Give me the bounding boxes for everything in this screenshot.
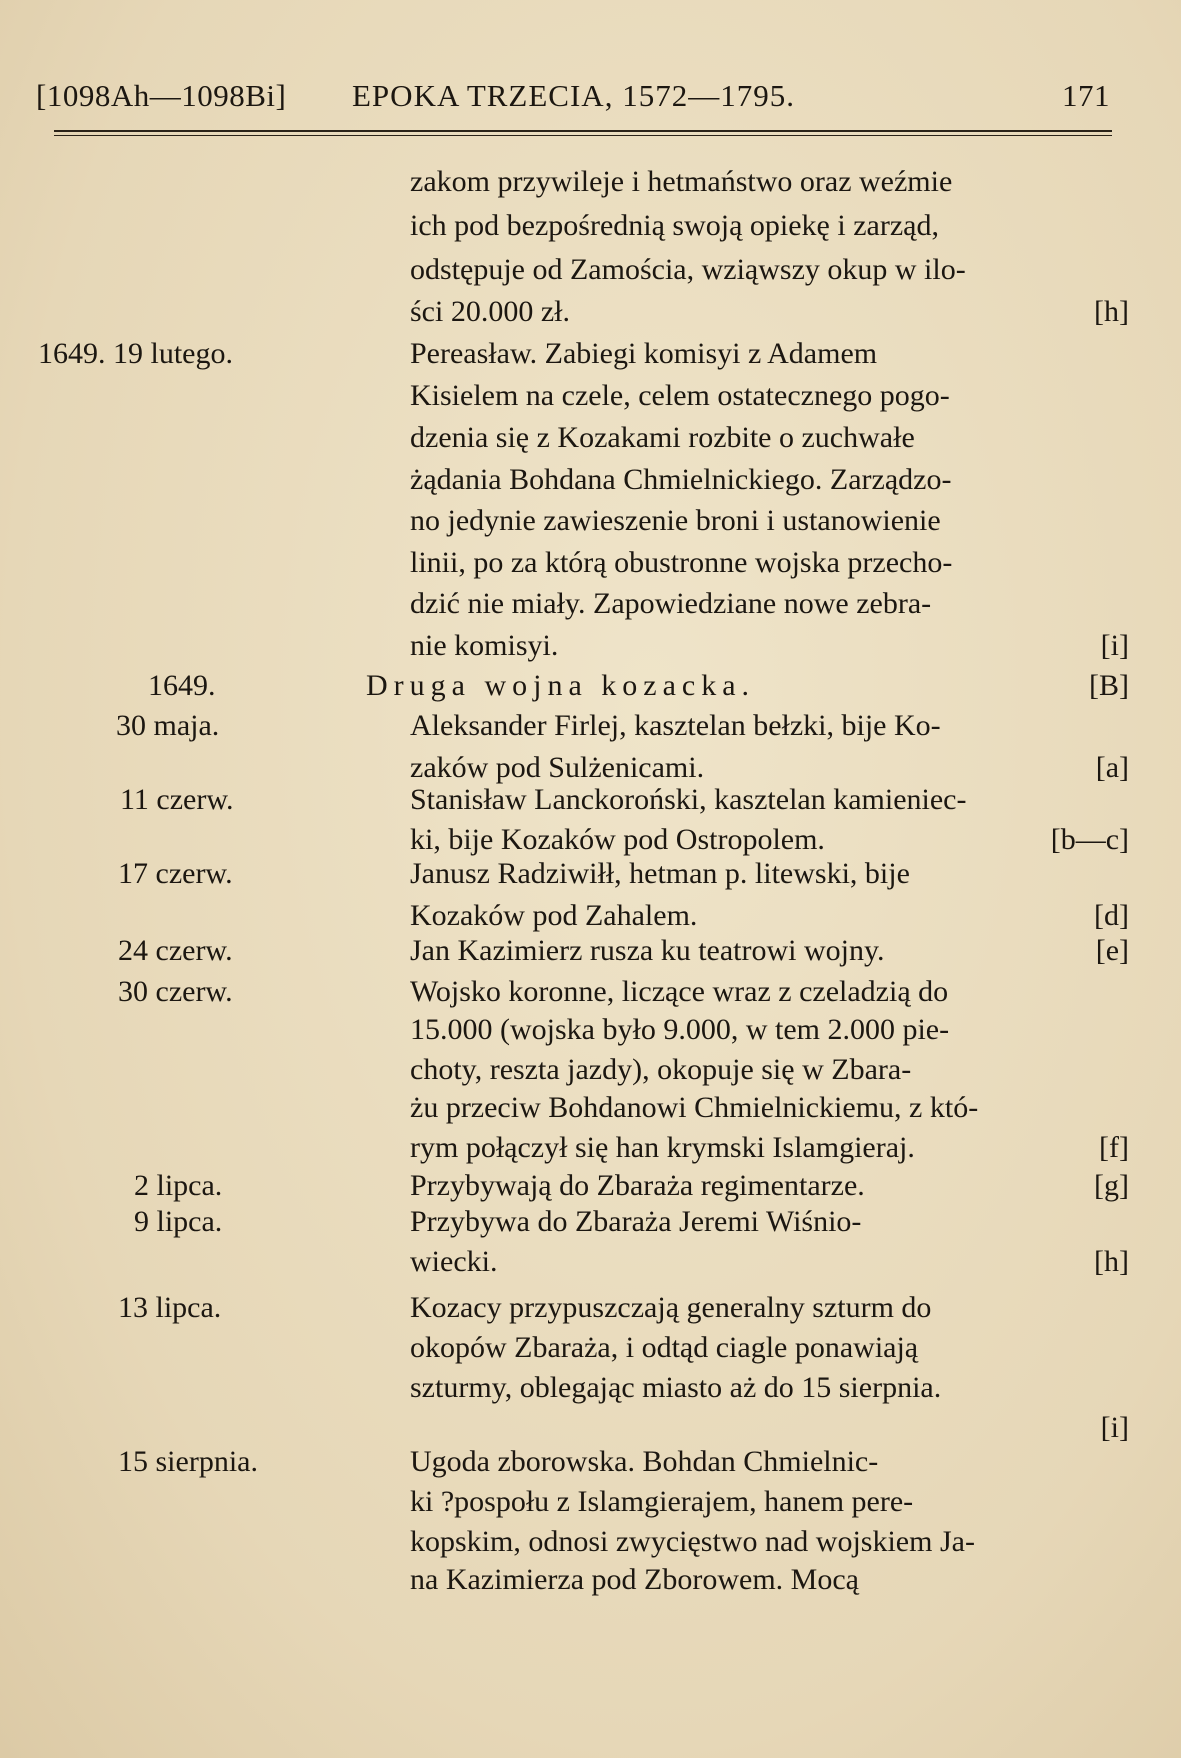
text-line [0, 1562, 1181, 1598]
entry-text: no jedynie zawieszenie broni i ustanowienie [410, 504, 941, 537]
entry-text: żu przeciw Bohdanowi Chmielnickiemu, z któ- [410, 1091, 979, 1124]
source-tag: [i] [1100, 1411, 1129, 1444]
entry-text: ści 20.000 zł. [410, 295, 570, 328]
entry-text: okopów Zbaraża, i odtąd ciagle ponawiają [410, 1331, 919, 1364]
entry-text: Wojsko koronne, liczące wraz z czeladzią do [410, 975, 949, 1008]
text-line [0, 294, 1181, 330]
text-line [0, 252, 1181, 288]
entry-text: zakom przywileje i hetmaństwo oraz weźmie [410, 165, 953, 198]
entry-date: 11 czerw. [120, 783, 234, 816]
entry-text: Aleksander Firlej, kasztelan bełzki, bije Ko- [410, 709, 941, 742]
entry-date: 1649. 19 lutego. [38, 337, 233, 370]
entry-date: 9 lipca. [134, 1205, 223, 1238]
text-line [0, 1090, 1181, 1126]
text-line [0, 974, 1181, 1010]
section-heading: Druga wojna kozacka. [366, 669, 756, 702]
text-line [0, 1524, 1181, 1560]
text-line [0, 1168, 1181, 1204]
entry-date: 15 sierpnia. [118, 1445, 258, 1478]
entry-text: ich pod bezpośrednią swoją opiekę i zarząd, [410, 209, 939, 242]
text-line [0, 462, 1181, 498]
entry-text: 15.000 (wojska było 9.000, w tem 2.000 pie- [410, 1013, 950, 1046]
text-line [0, 164, 1181, 200]
entry-text: Kozacy przypuszczają generalny szturm do [410, 1291, 932, 1324]
entry-date: 2 lipca. [134, 1169, 223, 1202]
text-line [0, 1052, 1181, 1088]
entry-date: 30 czerw. [118, 975, 233, 1008]
text-line [0, 668, 1181, 704]
text-line [0, 782, 1181, 818]
text-line [0, 628, 1181, 664]
entry-text: kopskim, odnosi zwycięstwo nad wojskiem Ja- [410, 1525, 975, 1558]
text-line [0, 208, 1181, 244]
entry-text: szturmy, oblegając miasto aż do 15 sierpnia. [410, 1371, 942, 1404]
entry-date: 13 lipca. [118, 1291, 222, 1324]
source-tag: [h] [1094, 295, 1129, 328]
entry-text: choty, reszta jazdy), okopuje się w Zbara- [410, 1053, 912, 1086]
entry-text: Kisielem na czele, celem ostatecznego pogo- [410, 379, 950, 412]
text-line [0, 336, 1181, 372]
text-line [0, 420, 1181, 456]
text-line [0, 586, 1181, 622]
text-line [0, 1484, 1181, 1520]
entry-text: zaków pod Sulżenicami. [410, 751, 705, 784]
source-tag: [i] [1100, 629, 1129, 662]
text-line [0, 933, 1181, 969]
text-line [0, 1370, 1181, 1406]
entry-date: 30 maja. [116, 709, 220, 742]
entry-text: Przybywają do Zbaraża regimentarze. [410, 1169, 865, 1202]
source-tag: [e] [1095, 934, 1129, 967]
entry-text: Pereasław. Zabiegi komisyi z Adamem [410, 337, 878, 370]
header-section-range: [1098Ah—1098Bi] [36, 78, 287, 113]
entry-text: żądania Bohdana Chmielnickiego. Zarządzo- [410, 463, 952, 496]
source-tag: [f] [1099, 1131, 1129, 1164]
entry-text: Kozaków pod Zahalem. [410, 899, 698, 932]
source-tag: [b—c] [1050, 823, 1129, 856]
text-line [0, 1012, 1181, 1048]
text-line [0, 503, 1181, 539]
header-title: EPOKA TRZECIA, 1572—1795. [352, 78, 795, 113]
text-line [0, 1290, 1181, 1326]
source-tag: [g] [1094, 1169, 1129, 1202]
entry-text: Przybywa do Zbaraża Jeremi Wiśnio- [410, 1205, 862, 1238]
text-line [0, 378, 1181, 414]
entry-text: ki ?pospołu z Islamgierajem, hanem pere- [410, 1485, 914, 1518]
entry-text: Janusz Radziwiłł, hetman p. litewski, bije [410, 857, 910, 890]
text-line [0, 1444, 1181, 1480]
text-line [0, 1330, 1181, 1366]
text-line [0, 750, 1181, 786]
text-line [0, 708, 1181, 744]
entry-text: dzenia się z Kozakami rozbite o zuchwałe [410, 421, 915, 454]
entry-text: linii, po za którą obustronne wojska przecho- [410, 546, 953, 579]
entry-text: na Kazimierza pod Zborowem. Mocą [410, 1563, 859, 1596]
entry-text: wiecki. [410, 1245, 498, 1278]
entry-text: dzić nie miały. Zapowiedziane nowe zebra- [410, 587, 932, 620]
entry-text: rym połączył się han krymski Islamgieraj. [410, 1131, 915, 1164]
entry-date: 17 czerw. [118, 857, 233, 890]
entry-date: 1649. [148, 669, 216, 702]
entry-text: Ugoda zborowska. Bohdan Chmielnic- [410, 1445, 879, 1478]
text-line [0, 898, 1181, 934]
source-tag: [a] [1095, 751, 1129, 784]
text-line [0, 1244, 1181, 1280]
source-tag: [d] [1094, 899, 1129, 932]
text-line [0, 1130, 1181, 1166]
entry-text: ki, bije Kozaków pod Ostropolem. [410, 823, 825, 856]
entry-text: nie komisyi. [410, 629, 559, 662]
text-line [0, 822, 1181, 858]
source-tag: [B] [1089, 669, 1129, 702]
entry-text: Jan Kazimierz rusza ku teatrowi wojny. [410, 934, 885, 967]
text-line [0, 1410, 1181, 1446]
entry-text: Stanisław Lanckoroński, kasztelan kamieniec- [410, 783, 967, 816]
page-number: 171 [1062, 78, 1110, 113]
source-tag: [h] [1094, 1245, 1129, 1278]
text-line [0, 1204, 1181, 1240]
text-line [0, 545, 1181, 581]
entry-date: 24 czerw. [118, 934, 233, 967]
text-line [0, 856, 1181, 892]
entry-text: odstępuje od Zamościa, wziąwszy okup w ilo- [410, 253, 966, 286]
